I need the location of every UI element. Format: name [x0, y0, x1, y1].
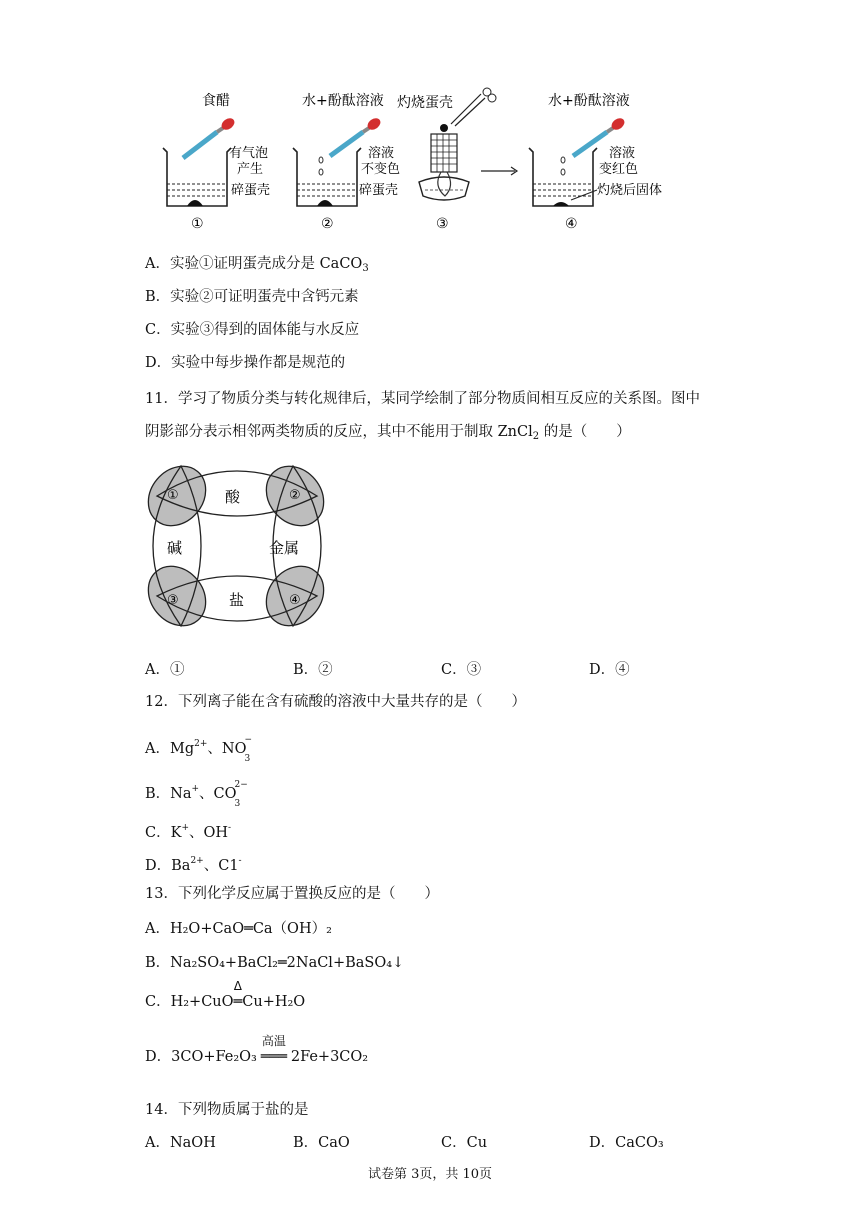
q13-stem: 13．下列化学反应属于置换反应的是（ ）: [145, 886, 439, 902]
q10-option-c: C．实验③得到的固体能与水反应: [145, 322, 360, 338]
label-solution-2: 溶液: [609, 146, 636, 161]
experiment-svg: [145, 86, 685, 236]
label-base: 碱: [167, 539, 183, 557]
q10-option-a: A．实验①证明蛋壳成分是 CaCO$_3$: [145, 256, 369, 274]
page-footer: 试卷第 3页，共 10页: [367, 1167, 493, 1182]
shade-1: [145, 456, 217, 537]
q12-option-d: D．$Ba^{2+}$、C1-: [145, 856, 242, 874]
q13-option-a: A．H₂O+CaO═Ca（OH）₂: [145, 921, 332, 937]
q11-stem-line2: 阴影部分表示相邻两类物质的反应，其中不能用于制取 ZnCl$_2$ 的是（ ）: [145, 424, 631, 442]
label-water-phenol-1: 水+酚酞溶液: [302, 93, 384, 109]
q11-option-c: C．③: [441, 662, 482, 678]
label-metal: 金属: [269, 539, 300, 557]
label-step2: ②: [321, 216, 334, 232]
q12-stem: 12．下列离子能在含有硫酸的溶液中大量共存的是（ ）: [145, 694, 526, 710]
q14-option-a: A．NaOH: [145, 1135, 216, 1151]
classification-diagram: [145, 456, 330, 634]
experiment-figure: [145, 86, 685, 236]
q11-options: [145, 660, 737, 680]
label-turns-red: 变红色: [599, 162, 639, 177]
classification-svg: [145, 456, 330, 634]
q12-option-a: A．$Mg^{2+}$、NO − 3: [145, 735, 253, 764]
label-circle-2: ②: [289, 488, 301, 503]
label-circle-1: ①: [167, 488, 179, 503]
q14-option-b: B．CaO: [293, 1135, 350, 1151]
shade-3: [145, 555, 217, 634]
q12-option-b: B．Na+、CO 2− 3: [145, 780, 248, 809]
q14-options: [145, 1133, 737, 1153]
label-step1: ①: [191, 216, 204, 232]
q10-option-d: D．实验中每步操作都是规范的: [145, 355, 346, 371]
q14-option-d: D．CaCO₃: [589, 1135, 664, 1151]
label-solution-1: 溶液: [368, 146, 395, 161]
label-broken-shell-1: 碎蛋壳: [231, 183, 271, 198]
q11-option-b: B．②: [293, 662, 333, 678]
label-step3: ③: [436, 216, 449, 232]
q12-option-c: C．K+、OH-: [145, 823, 232, 841]
q13-option-c: C．H₂+CuO Δ ═Cu+H₂O: [145, 979, 306, 1010]
q11-option-d: D．④: [589, 662, 630, 678]
label-step4: ④: [565, 216, 578, 232]
label-solid-after-burn: 灼烧后固体: [597, 183, 663, 198]
high-temp-equals: 高温 ═══: [260, 1034, 287, 1065]
label-no-color-change: 不变色: [361, 162, 401, 177]
label-acid: 酸: [225, 488, 241, 506]
q13-option-b: B．Na₂SO₄+BaCl₂═2NaCl+BaSO₄↓: [145, 955, 405, 971]
q14-option-c: C．Cu: [441, 1135, 488, 1151]
label-burning-shell: 灼烧蛋壳: [397, 95, 453, 111]
label-broken-shell-2: 碎蛋壳: [359, 183, 399, 198]
label-circle-3: ③: [167, 593, 179, 608]
q10-option-b: B．实验②可证明蛋壳中含钙元素: [145, 289, 359, 305]
q11-option-a: A．①: [145, 662, 185, 678]
label-water-phenol-2: 水+酚酞溶液: [548, 93, 630, 109]
q14-stem: 14．下列物质属于盐的是: [145, 1102, 309, 1118]
beaker-1: [163, 116, 237, 206]
label-vinegar: 食醋: [202, 93, 230, 109]
label-bubbles-1: 有气泡: [229, 146, 269, 161]
q13-option-d: D．3CO+Fe₂O₃ 高温 ═══ 2Fe+3CO₂: [145, 1034, 369, 1065]
label-salt: 盐: [229, 591, 245, 609]
q11-stem-line1: 11．学习了物质分类与转化规律后，某同学绘制了部分物质间相互反应的关系图。图中: [145, 391, 700, 407]
delta-equals: Δ ═: [233, 979, 243, 1010]
label-circle-4: ④: [289, 593, 301, 608]
label-bubbles-2: 产生: [237, 162, 264, 177]
